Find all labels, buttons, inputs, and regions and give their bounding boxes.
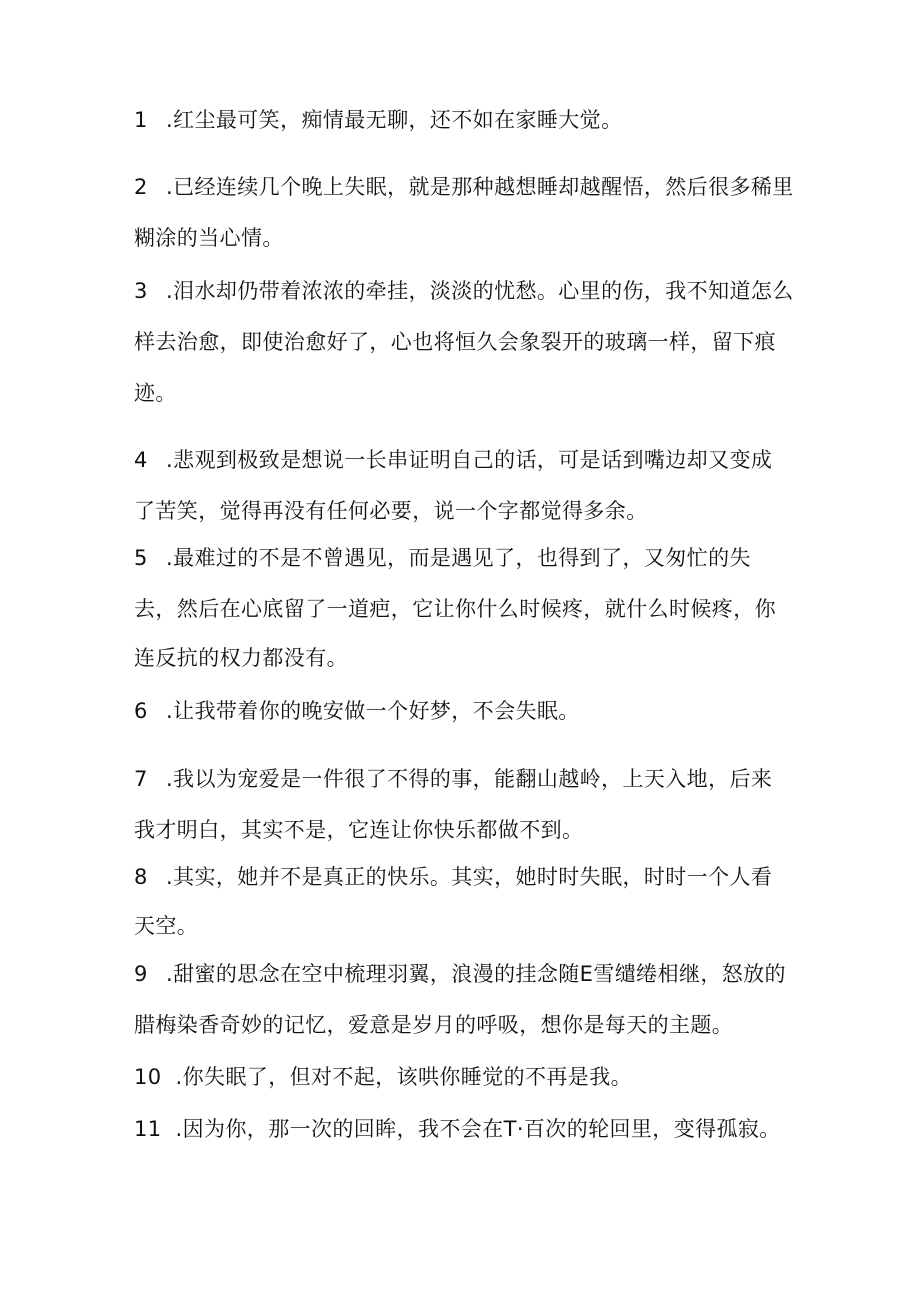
item-text: 已经连续几个晚上失眠，就是那种越想睡却越醒悟，然后很多稀里 [173,175,794,199]
item-text: 最难过的不是不曾遇见，而是遇见了，也得到了，又匆忙的失 [173,546,751,570]
item-number: 8 [134,865,148,889]
item-number: 4 [134,448,148,472]
item-separator: . [166,279,174,303]
list-item-1 [134,106,622,134]
item-text-continuation: 我才明白，其实不是，它连让你快乐都做不到。 [134,818,584,842]
item-number: 11 [134,1117,162,1141]
item-text-continuation: 腊梅染香奇妙的记忆，爱意是岁月的呼吸，想你是每天的主题。 [134,1013,734,1037]
item-number: 3 [134,279,148,303]
list-item-5 [134,544,751,572]
item-number: 10 [134,1065,162,1089]
item-separator: . [166,108,174,132]
list-item-3 [134,277,794,305]
list-item-10 [134,1063,632,1091]
item-number: 1 [134,108,148,132]
item-separator: . [166,699,174,723]
item-number: 9 [134,962,148,986]
item-number: 7 [134,767,148,791]
list-item-4 [134,446,772,474]
item-number: 6 [134,699,148,723]
item-text-continuation: 迹。 [134,381,177,405]
item-text: 让我带着你的晚安做一个好梦，不会失眠。 [173,699,580,723]
list-item-2 [134,173,794,201]
list-item-6 [134,697,580,725]
item-number: 5 [134,546,148,570]
item-text: 悲观到极致是想说一长串证明自己的话，可是话到嘴边却又变成 [173,448,773,472]
item-text-continuation: 样去治愈，即使治愈好了，心也将恒久会象裂开的玻璃一样，留下痕 [134,330,776,354]
item-separator: . [166,175,174,199]
item-text-continuation: 连反抗的权力都没有。 [134,646,348,670]
list-item-9 [134,960,786,988]
item-text-continuation: 天空。 [134,914,199,938]
list-item-7 [134,765,772,793]
item-separator: . [166,546,174,570]
item-text-continuation: 去，然后在心底留了一道疤，它让你什么时候疼，就什么时候疼，你 [134,597,776,621]
item-separator: . [166,767,174,791]
item-text-continuation: 糊涂的当心情。 [134,226,284,250]
item-separator: . [166,448,174,472]
item-separator: . [166,865,174,889]
item-text: 其实，她并不是真正的快乐。其实，她时时失眠，时时一个人看 [173,865,773,889]
item-separator: . [175,1117,183,1141]
item-separator: . [175,1065,183,1089]
item-text: 泪水却仍带着浓浓的牵挂，淡淡的忧愁。心里的伤，我不知道怎么 [173,279,794,303]
item-separator: . [166,962,174,986]
item-text: 你失眠了，但对不起，该哄你睡觉的不再是我。 [182,1065,633,1089]
item-text-continuation: 了苦笑，觉得再没有任何必要，说一个字都觉得多余。 [134,499,648,523]
item-text: 红尘最可笑，痴情最无聊，还不如在家睡大觉。 [173,108,623,132]
item-number: 2 [134,175,148,199]
item-text: 甜蜜的思念在空中梳理羽翼，浪漫的挂念随E雪缱绻相继，怒放的 [173,962,786,986]
list-item-11 [134,1115,781,1143]
list-item-8 [134,863,772,891]
item-text: 因为你，那一次的回眸，我不会在T·百次的轮回里，变得孤寂。 [182,1117,781,1141]
item-text: 我以为宠爱是一件很了不得的事，能翻山越岭，上天入地，后来 [173,767,773,791]
